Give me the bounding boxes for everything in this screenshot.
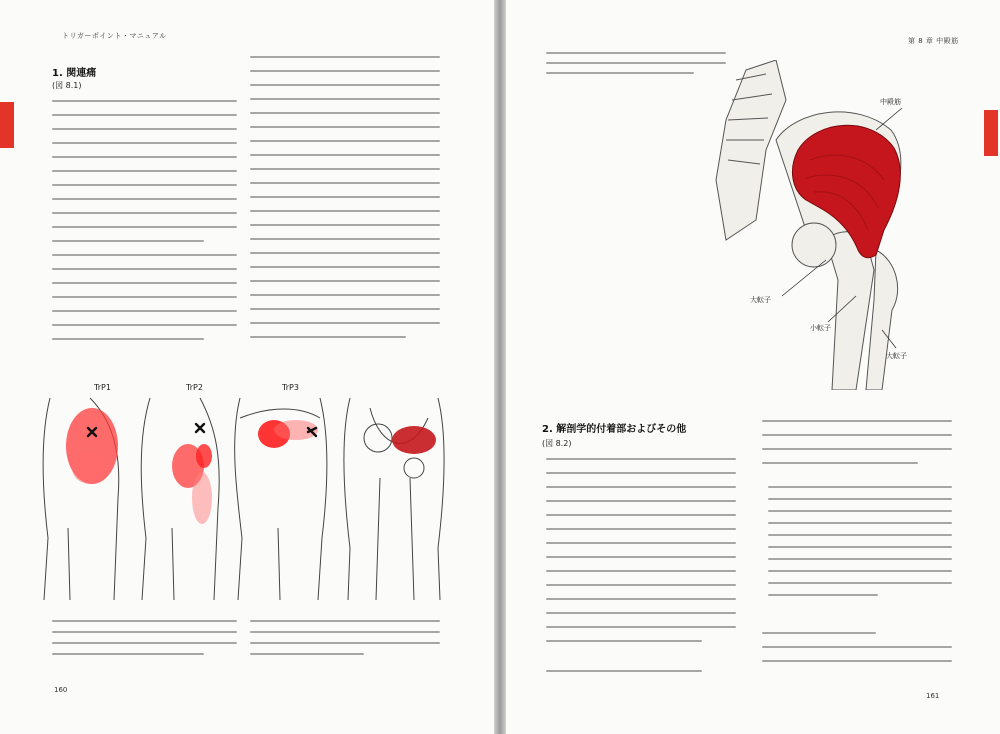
book-gutter — [494, 0, 506, 734]
left-page — [0, 0, 494, 734]
label-gluteus-medius: 中殿筋 — [880, 98, 901, 106]
figure-label-trp1: TrP1 — [94, 383, 111, 392]
left-page-number: 160 — [54, 686, 68, 694]
left-running-head: トリガーポイント・マニュアル — [62, 32, 167, 40]
right-text-column-1-end — [546, 670, 736, 684]
label-greater-trochanter: 大転子 — [750, 296, 771, 304]
right-text-column-1 — [546, 458, 736, 654]
right-figure-caption — [546, 52, 726, 82]
referred-pain-figure — [30, 378, 450, 610]
left-figure-caption-cont — [250, 620, 440, 664]
right-chapter-tab — [984, 110, 998, 156]
right-text-column-2-indented — [768, 486, 952, 606]
figure-label-trp2: TrP2 — [186, 383, 203, 392]
left-text-column-1 — [52, 100, 237, 352]
left-figure-caption — [52, 620, 237, 664]
left-subheading: (図 8.1) — [52, 81, 82, 90]
left-chapter-tab — [0, 102, 14, 148]
right-page — [506, 0, 1000, 734]
left-text-column-2 — [250, 56, 440, 350]
right-running-head: 第 8 章 中殿筋 — [908, 37, 959, 45]
right-text-column-2 — [762, 420, 952, 476]
right-section-heading: 2. 解剖学的付着部およびその他 — [542, 424, 687, 435]
right-page-number: 161 — [926, 692, 940, 700]
label-lesser-trochanter: 小転子 — [810, 324, 831, 332]
figure-label-trp3: TrP3 — [282, 383, 299, 392]
right-subheading: (図 8.2) — [542, 439, 572, 448]
label-greater-trochanter-2: 大転子 — [886, 352, 907, 360]
left-section-heading: 1. 関連痛 — [52, 68, 97, 79]
gluteus-medius-anatomy-figure — [706, 60, 946, 390]
right-text-column-2-end — [762, 632, 952, 674]
